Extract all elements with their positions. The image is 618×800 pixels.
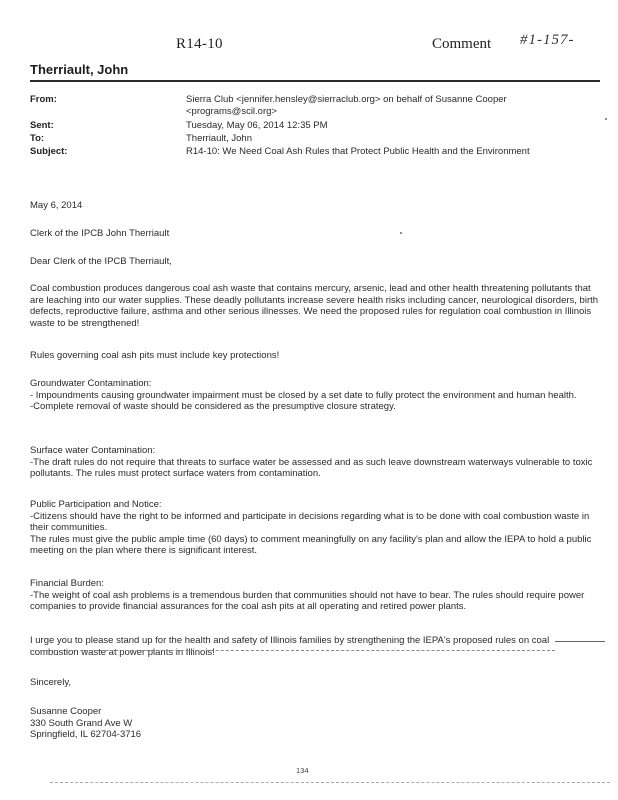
to-value: Therriault, John bbox=[186, 133, 253, 144]
docket-number: R14-10 bbox=[176, 36, 223, 52]
public-item-1: -Citizens should have the right to be informed and participate in decisions regarding what is to be done with coal combustion waste in their communities. bbox=[30, 510, 590, 534]
groundwater-item-1: - Impoundments causing groundwater impairment must be closed by a set date to fully protect the environment and human health. bbox=[30, 389, 577, 401]
surface-water-section bbox=[30, 445, 600, 480]
subject-value: R14-10: We Need Coal Ash Rules that Protect Public Health and the Environment bbox=[186, 146, 530, 157]
groundwater-heading: Groundwater Contamination: bbox=[30, 378, 152, 389]
paragraph-2: Rules governing coal ash pits must include key protections! bbox=[30, 350, 280, 361]
recipient-name: Therriault, John bbox=[30, 62, 129, 77]
public-participation-section bbox=[30, 499, 600, 557]
sender-street: 330 South Grand Ave W bbox=[30, 717, 133, 729]
subject-label: Subject: bbox=[30, 146, 68, 157]
sender-city: Springfield, IL 62704-3716 bbox=[30, 729, 142, 741]
sender-name: Susanne Cooper bbox=[30, 706, 102, 717]
paragraph-1: Coal combustion produces dangerous coal ash waste that contains mercury, arsenic, lead and other health threatening pollutants that are leaching into our water supplies. These deadly pollutants increase severe health risks including cancer, neurological disorders, birth defects, reproductive failure, asthma and other serious illnesses. We need the proposed rules for regulation coal combustion in Illinois waste to be strengthened! bbox=[30, 283, 599, 329]
page-number: 134 bbox=[296, 766, 309, 775]
letter-salutation: Dear Clerk of the IPCB Therriault, bbox=[30, 256, 172, 267]
from-line-2: <programs@scil.org> bbox=[186, 106, 277, 117]
financial-item-1: -The weight of coal ash problems is a tremendous burden that communities should not have to bear. The rules should require power companies to provide financial assurances for the coal ash pits at all operating and retired power plants. bbox=[30, 589, 585, 613]
sent-label: Sent: bbox=[30, 120, 54, 131]
comment-number: #1-157- bbox=[520, 32, 575, 48]
surface-heading: Surface water Contamination: bbox=[30, 445, 156, 456]
public-item-2: The rules must give the public ample time (60 days) to comment meaningfully on any facility's plan and allow the IEPA to hold a public meeting on the plan where there is significant interest. bbox=[30, 533, 592, 557]
groundwater-item-2: -Complete removal of waste should be considered as the presumptive closure strategy. bbox=[30, 401, 396, 413]
sent-value: Tuesday, May 06, 2014 12:35 PM bbox=[186, 120, 328, 131]
letter-date: May 6, 2014 bbox=[30, 200, 83, 211]
closing-paragraph: I urge you to please stand up for the health and safety of Illinois families by strengthening the IEPA's proposed rules on coal combustion waste at power plants in Illinois! bbox=[30, 635, 550, 658]
from-value bbox=[186, 94, 586, 118]
groundwater-section bbox=[30, 378, 600, 413]
public-heading: Public Participation and Notice: bbox=[30, 499, 162, 510]
to-label: To: bbox=[30, 133, 45, 144]
letter-signoff: Sincerely, bbox=[30, 677, 72, 688]
financial-heading: Financial Burden: bbox=[30, 578, 104, 589]
letter-addressee: Clerk of the IPCB John Therriault bbox=[30, 228, 170, 239]
comment-label: Comment bbox=[432, 36, 492, 52]
scan-dashed-rule bbox=[30, 650, 555, 651]
surface-item-1: -The draft rules do not require that threats to surface water be assessed and as such leave downstream waterways vulnerable to toxic pollutants. The rules must protect surface waters from contamination. bbox=[30, 456, 593, 480]
scan-mark-line bbox=[555, 641, 605, 642]
financial-burden-section bbox=[30, 578, 600, 613]
scan-speck bbox=[605, 118, 607, 120]
header-divider bbox=[30, 80, 600, 82]
from-label: From: bbox=[30, 94, 57, 105]
signature-block bbox=[30, 706, 600, 741]
scan-speck bbox=[400, 232, 402, 234]
bottom-scan-rule bbox=[50, 782, 610, 783]
from-line-1: Sierra Club <jennifer.hensley@sierraclub.org> on behalf of Susanne Cooper bbox=[186, 94, 507, 105]
